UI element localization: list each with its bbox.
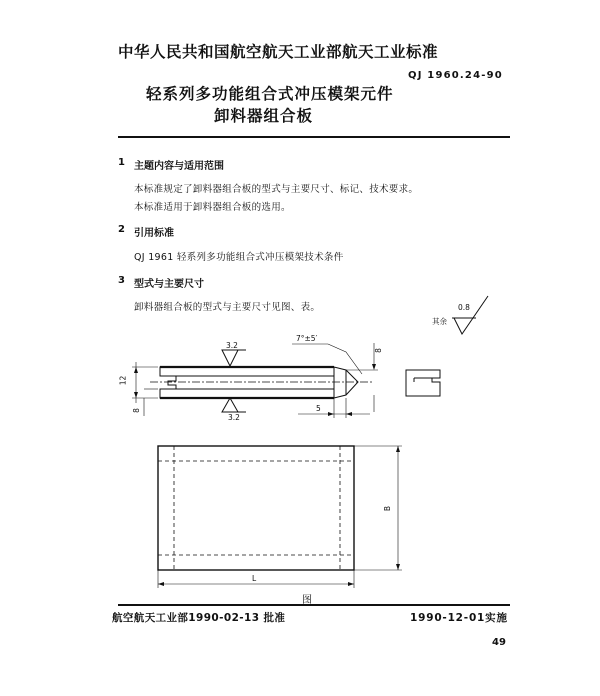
implementation-date: 1990-12-01实施: [410, 612, 508, 624]
dim-8-right-label: 8: [373, 348, 383, 353]
section-2-reference: QJ 1961 轻系列多功能组合式冲压模架技术条件: [134, 252, 344, 263]
roughness-bottom-value: 3.2: [228, 413, 240, 422]
document-subtitle: 卸料器组合板: [214, 107, 314, 125]
document-title: 轻系列多功能组合式冲压模架元件: [146, 85, 394, 103]
dim-L-label: L: [252, 574, 257, 583]
section-2-number: 2: [118, 224, 125, 235]
section-3-number: 3: [118, 275, 125, 286]
section-3-paragraph: 卸料器组合板的型式与主要尺寸见图、表。: [134, 302, 321, 313]
dim-8-left-label: 8: [131, 408, 141, 413]
standard-number: QJ 1960.24-90: [408, 70, 503, 81]
roughness-bottom-symbol: [222, 398, 238, 412]
top-view-outline: [158, 446, 354, 570]
page-number: 49: [492, 637, 506, 648]
issuing-organization: 中华人民共和国航空航天工业部航天工业标准: [118, 43, 439, 61]
section-2-title: 引用标准: [134, 228, 174, 239]
footer-rule: [118, 604, 510, 606]
figure-caption: 图: [302, 595, 312, 606]
side-view-outline: [160, 367, 358, 398]
section-3-title: 型式与主要尺寸: [134, 279, 204, 290]
approval-date: 航空航天工业部1990-02-13 批准: [112, 612, 286, 624]
roughness-general-symbol: [454, 296, 488, 334]
section-1-paragraph-1: 本标准规定了卸料器组合板的型式与主要尺寸、标记、技术要求。: [134, 184, 419, 195]
dim-B-label: B: [383, 505, 393, 512]
section-1-number: 1: [118, 157, 125, 168]
surface-note-value: 0.8: [458, 303, 470, 312]
section-1-title: 主题内容与适用范围: [134, 161, 224, 172]
angle-tolerance-label: 7°±5′: [296, 334, 318, 343]
end-view-outline: [406, 370, 440, 396]
roughness-top-value: 3.2: [226, 341, 238, 350]
dim-12-label: 12: [118, 375, 128, 386]
dim-5-label: 5: [316, 404, 321, 413]
section-1-paragraph-2: 本标准适用于卸料器组合板的选用。: [134, 202, 291, 213]
roughness-top-symbol: [222, 350, 238, 366]
surface-note-label: 其余: [432, 317, 447, 326]
